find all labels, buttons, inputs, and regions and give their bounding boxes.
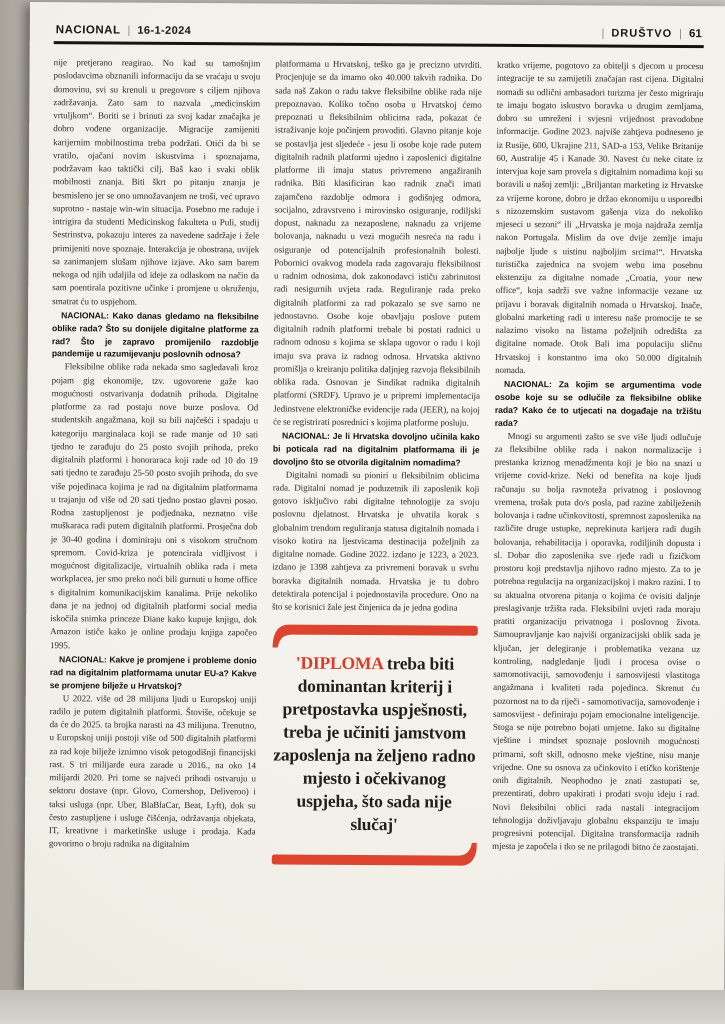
article-paragraph: kratko vrijeme, pogotovo za obitelji s djecom u procesu integracije te su zamijetili značajan rast cijena. Digitalni nomadi su odlični ambasadori turizma jer često migriraju te imaju bogato iskustvo boravka u drugim zemljama, dobro su umreženi i svjesni vrijednost pravodobne informacije. Godine 2023. najviše zahtjeva podneseno je iz Rusije, 600, Ukrajine 211, SAD-a 153, Velike Britanije 60, Australije 45 i Kanade 30. Navest ću neke citate iz intervjua koje sam provela s digitalnim nomadima koji su boravili u našoj zemlji: „Briljantan marketing iz Hrvatske za vrijeme korone, dobro je držao ekonomiju u usporedbi s nizozemskim sustavom gašenja viza do nekoliko mjeseci u sezoni“ ili „Hrvatska je moja najdraža zemlja nakon Portugala. Mislim da ove dvije zemlje imaju najbolje ljude s uistinu najboljim srcima!“. Hrvatska turistička zajednica na svojem webu ima posebnu ekstenziju za digitalne nomade „Croatia, your new office“, koja sadrži sve važne informacije vezane uz prijavu i boravak digitalnih nomada u Hrvatskoj. Inače, globalni marketing radi u interesu naše promocije te se nalazimo visoko na listama poželjnih odredišta za digitalne nomade. Otok Bali ima populaciju sličnu Hrvatskoj i konstantno ima oko 50.000 digitalnih nomada. bbox=[495, 59, 704, 375]
header-right bbox=[601, 27, 701, 40]
header-left bbox=[56, 24, 191, 37]
article-column-3 bbox=[491, 59, 703, 986]
article-paragraph: Mnogi su argumenti zašto se sve više ljudi odlučuje za fleksibilne oblike rada i nakon normalizacije i prestanka kriznog menadžmenta koji je bio na snazi u vrijeme covid-krize. Neki od benefita na koje ljudi računaju su bolja ravnoteža privatnog i poslovnog vremena, trošak puta do/s posla, pad razine zabilježenih bolovanja i radne učinkovitosti, spremnost zaposlenika na različite druge ustupke, neprekinuta karijera radi dugih bolovanja, rehabilitacija i oporavka, rodiljinih dopusta i sl. Dobar dio zaposlenika sve rjeđe radi u fizičkom prostoru koji predstavlja njihovo radno mjesto. Za to je potrebna regulacija na organizacijskoj i makro razini. I to su aktualna otvorena pitanja o kojima će ovisiti daljnje preslagivanje tržišta rada. Fleksibilni uvjeti rada moraju pratiti organizaciju privatnoga i poslovnog života. Samoupravljanje kao najviši organizacijski oblik sada je ključan, jer delegiranje i problematika vezana uz kontroling, nadgledanje ljudi i procesa ovise o samomotivaciji, samovođenju i samosvijesti vlastitoga angažmana i kvaliteti rada pojedinca. Skrenut ću pozornost na to da riječi - samomotivacija, samovođenje i samosvijest - definiraju pojam emocionalne inteligencije. Stoga se nije potrebno bojati umjetne. Iako su digitalne vještine i mindset spoznaje poslovnih mogućnosti primarni, soft skill, odnosno meke vještine, nisu manje vrijedne. One su osnova za učinkovito i etičko korištenje onih digitalnih. Neophodno je znati zastupati se, prezentirati, dobro upakirati i prodati svoju ideju i rad. Novi fleksibilni oblici rada nastali integracijom tehnologija doživljavaju globalnu ekspanziju te imaju progresivni potencijal. Digitalna transformacija radnih mjesta je započela i tko se ne prilagodi bitno će zaostajati. bbox=[492, 430, 702, 853]
pull-quote-lead-word: 'DIPLOMA bbox=[295, 653, 383, 674]
header-separator: | bbox=[127, 24, 131, 37]
interview-question: NACIONAL: Je li Hrvatska dovoljno učinila kako bi poticala rad na digitalnim platformama ili je dovoljno što se otvorila digitalnim nomadima? bbox=[272, 430, 480, 468]
header-separator: | bbox=[601, 27, 605, 40]
pull-quote-text: 'DIPLOMA treba biti dominantan kriterij i pretpostavka uspješnosti, treba je učiniti jamstvom zaposlenja na željeno radno mjesto i očekivanog uspjeha, što sada nije slučaj' bbox=[273, 653, 476, 835]
page-number: 61 bbox=[688, 28, 702, 41]
pullquote-bottom-swoosh bbox=[270, 842, 477, 867]
issue-date: 16-1-2024 bbox=[137, 24, 192, 37]
article-column-1 bbox=[48, 56, 260, 983]
interview-question: NACIONAL: Kakve je promjene i probleme donio rad na digitalnim platformama unutar EU-a? Kakve se promjene bilježe u Hrvatskoj? bbox=[49, 654, 257, 691]
pullquote-top-swoosh bbox=[272, 624, 479, 649]
article-paragraph: Digitalni nomadi su pioniri u fleksibilnim oblicima rada. Digitalni nomad je poduzetnik ili zaposlenik koji gotovo isključivo rabi digitalne tehnologije za svoju poslovnu djelatnost. Hrvatska je uhvatila korak s globalnim trendom reguliranja statusa digitalnih nomada i visoko kotira na ljestvicama destinacija poželjnih za digitalne nomade. Godine 2022. izdano je 1223, a 2023. izdano je 1398 zahtjeva za privremeni boravak u svrhu boravka digitalnih nomada. Hrvatska je tu dobro detektirala potencijal i pojednostavila procedure. Ono na što se korisnici žale jest činjenica da je jedna godina bbox=[271, 469, 480, 613]
pull-quote-box bbox=[270, 624, 478, 867]
section-title: DRUŠTVO bbox=[611, 27, 673, 40]
article-paragraph: platformama u Hrvatskoj, teško ga je precizno utvrditi. Procjenjuje se da imamo oko 40.000 takvih radnika. Do sada naš Zakon o radu takve fleksibilne oblike rada nije prepoznavao. Koliko točno osoba u Hrvatskoj ćemo prepoznati u fleksibilnim oblicima rada, pokazat će istraživanje koje počinjem provoditi. Glavno pitanje koje se postavlja jest sljedeće - jesu li osobe koje rade putem digitalnih radnih platformi ujedno i zaposlenici digitalne platforme ili imaju status privremeno angažiranih radnika. Biti klasificiran kao radnik znači imati zajamčeno razdoblje odmora i godišnjeg odmora, socijalno, zdravstveno i mirovinsko osiguranje, rodiljski dopust, naknadu za nezaposlene, naknadu za vrijeme bolovanja, naknadu u vezi mogućih nesreća na radu i osiguranje od potencijalnih profesionalnih bolesti. Pobornici ovakvog modela rada zagovaraju fleksibilnost u radnim odnosima, dok zakonodavci ističu zabrinutost radi nesigurnih uvjeta rada. Reguliranje rada preko digitalnih platformi za rad pokazalo se sve samo ne jednostavno. Osobe koje obavljaju poslove putem digitalnih radnih platformi trebale bi postati radnici u radnom odnosu s kojima se sklapa ugovor o radu i koji imaju sva prava iz radnog odnosa. Hrvatska aktivno promišlja o kreiranju politika daljnjeg razvoja fleksibilnih oblika rada. Osnovan je Sindikat radnika digitalnih platformi (SRDF). Upravo je u pripremi implementacija Jedinstvene elektroničke evidencije rada (JEER), na kojoj će se registrirati posrednici s kojima platforme posluju. bbox=[273, 58, 482, 428]
article-paragraph: U 2022. više od 28 milijuna ljudi u Europskoj uniji radilo je putem digitalnih platformi. Štoviše, očekuje se da će do 2025. ta brojka narasti na 43 milijuna. Trenutno, u Europskoj uniji postoji više od 500 digitalnih platformi za rad koje bilježe iznimno visok petogodišnji financijski rast. S tri milijarde eura zarade u 2016., na oko 14 milijardi 2020. Pri tome se najveći prihodi ostvaruju u sektoru dostave (npr. Glovo, Cornershop, Deliveroo) i taksi usluga (npr. Uber, BlaBlaCar, Beat, Lyft), dok su često zastupljene i usluge čišćenja, održavanja objekata, IT, kreativne i marketinške usluge i prodaja. Kada govorimo o broju radnika na digitalnim bbox=[48, 692, 257, 850]
interview-question: NACIONAL: Kako danas gledamo na fleksibilne oblike rada? Što su donijele digitalne platforme za rad? Što je zapravo promijenilo razdoblje pandemije u razumijevanju poslovnih odnosa? bbox=[51, 309, 259, 360]
magazine-page bbox=[24, 2, 725, 994]
article-column-2 bbox=[270, 57, 482, 984]
interview-question: NACIONAL: Za kojim se argumentima vode osobe koje su se odlučile za fleksibilne oblike rada? Kako će to utjecati na događaje na tržištu rada? bbox=[494, 378, 702, 428]
header-separator: | bbox=[679, 27, 683, 40]
magazine-title: NACIONAL bbox=[55, 24, 121, 37]
article-paragraph: Fleksibilne oblike rada nekada smo sagledavali kroz pojam gig ekonomije, tzv. ugovorene gaže kao mogućnosti ostvarivanja dodatnih prihoda. Digitalne platforme za rad postaju nove burze poslova. Od studentskih angažmana, koji su bili najčešći i spadaju u kategoriju marginalaca koji se rade manje od 10 sati tjedno te zarađuju do 25 posto svojih prihoda, preko digitalnih platformi i honoraraca koji rade od 10 do 19 sati tjedno te zarađuju 25-50 posto svojih prihoda, do sve više pojedinaca kojima je rad na digitalnim platformama u trajanju od više od 20 sati tjedno postao glavni posao. Rodna zastupljenost je podjednaka, neznatno više muškaraca radi putem digitalnih platformi. Prosječna dob je 30-40 godina i dominiraju oni s visokom stručnom spremom. Covid-kriza je potencirala vidljivost i mogućnost digitalizacije, virtualnih oblika rada i meta workplacea, jer smo preko noći bili gurnuti u home office s digitalnim komunikacijskim kanalima. Prije nekoliko dana je na jednoj od digitalnih platformi social media iskočila snimka princeze Diane kako kupuje knjigu, dok Amazon ističe kako je online prodaju knjiga započeo 1995. bbox=[50, 361, 259, 650]
article-paragraph: nije pretjerano reagirao. No kad su tamošnjim poslodavcima obznanili informaciju da se vraćaju u svoju domovinu, svi su krenuli u pregovore s ciljem njihova zadržavanja. Zato sam to nazvala „medicinskim vrtuljkom“. Boriti se i brinuti za svoj kadar značajka je dobro vođene organizacije. Migracije zamijeniti karijernim mobilnostima treba podržati. Otići da bi se vratilo, ojačani novim iskustvima i spoznajama, podržavam kao taktički cilj. Baš kao i svaki oblik mobilnosti znanja. Biti škrt po pitanju znanja je besmisleno jer se ono umnožavanjem ne troši, već upravo suprotno - nastaje win-win situacija. Posebno me raduje i intrigira da studenti Medicinskog fakulteta u Puli, studij Sestrinstva, pokazuju interes za navedene sadržaje i žele primijeniti nove spoznaje. Interakcija je obostrana, uvijek sa zanimanjem slušam njihove izjave. Ako sam barem nekoga od njih udaljila od ideje za odlaskom na način da sam poentirala pozitivne učinke i promjene u okruženju, smatrat ću to uspjehom. bbox=[52, 57, 261, 307]
article-columns bbox=[48, 56, 704, 986]
